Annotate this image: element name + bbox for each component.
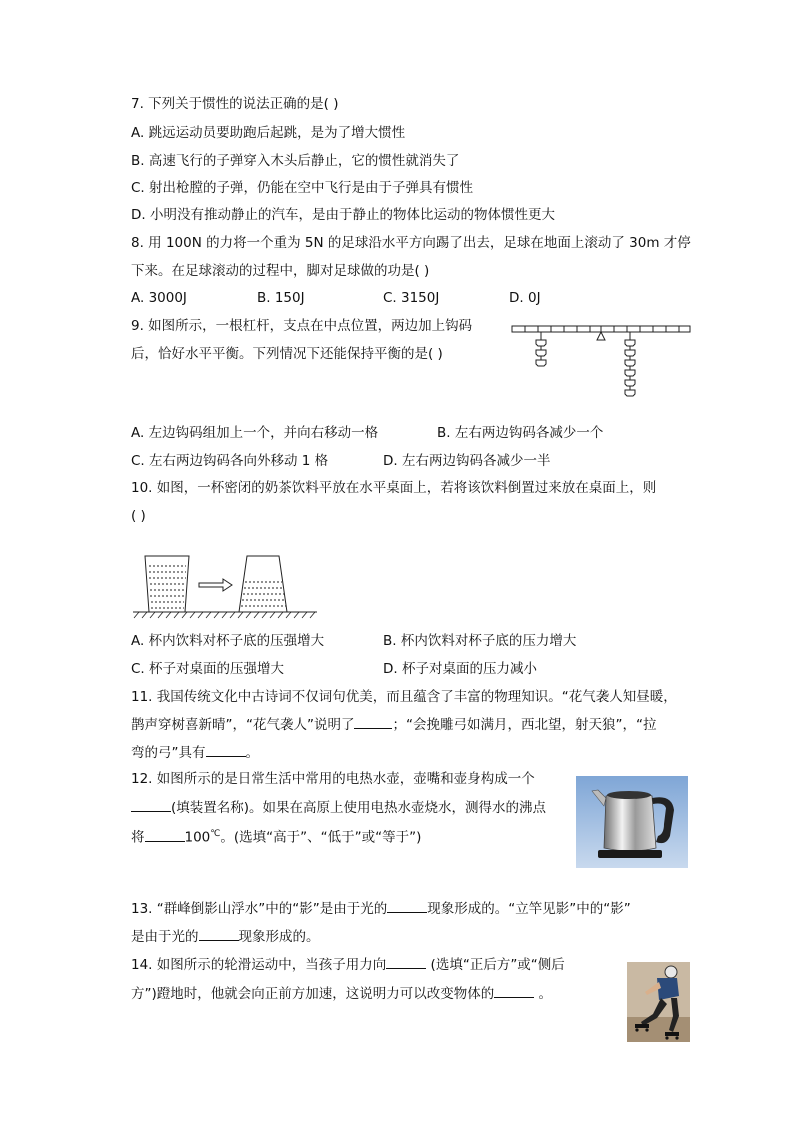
- q11-blank-2[interactable]: [206, 743, 246, 757]
- helmet-icon: [665, 966, 677, 978]
- q12-line2-text: (填装置名称)。如果在高原上使用电热水壶烧水，测得水的沸点: [171, 800, 547, 816]
- q11-line3-text-b: 。: [245, 745, 259, 761]
- q9-stem-line2: 后，恰好水平平衡。下列情况下还能保持平衡的是( ): [131, 346, 443, 362]
- q13-line2-text-a: 是由于光的: [131, 929, 199, 945]
- q14-line2-text-a: 方”)蹬地时，他就会向正前方加速，这说明力可以改变物体的: [131, 986, 495, 1002]
- left-weights: [536, 332, 546, 366]
- q13-blank-2[interactable]: [199, 927, 239, 941]
- q8-option-b: B. 150J: [257, 290, 305, 306]
- q9-option-a: A. 左边钩码组加上一个，并向右移动一格: [131, 425, 379, 441]
- q14-blank-1[interactable]: [386, 955, 426, 969]
- q12-line3-unit: ℃: [210, 829, 221, 839]
- roller-skater-photo: [627, 962, 690, 1042]
- q9-option-c: C. 左右两边钩码各向外移动 1 格: [131, 453, 329, 469]
- arrow-right-icon: [199, 579, 232, 591]
- fulcrum-icon: [597, 332, 605, 340]
- right-weights: [625, 332, 635, 396]
- q11-line2-text-a: 鹊声穿树喜新晴”，“花气袭人”说明了: [131, 717, 355, 733]
- q8-stem-line1: 8. 用 100N 的力将一个重为 5N 的足球沿水平方向踢了出去，足球在地面上滚动了 30m 才停: [131, 235, 691, 251]
- q11-blank-1[interactable]: [354, 715, 392, 729]
- q13-line1-text-b: 现象形成的。“立竿见影”中的“影”: [427, 901, 631, 917]
- q11-line2-text-b: ；“会挽雕弓如满月，西北望，射天狼”，“拉: [392, 717, 657, 733]
- q8-option-c: C. 3150J: [383, 290, 440, 306]
- q10-option-b: B. 杯内饮料对杯子底的压力增大: [383, 633, 577, 649]
- q13-blank-1[interactable]: [387, 899, 427, 913]
- q9-option-b: B. 左右两边钩码各减少一个: [437, 425, 604, 441]
- q10-option-a: A. 杯内饮料对杯子底的压强增大: [131, 633, 325, 649]
- q14-line1-text-b: (选填“正后方”或“侧后: [426, 957, 565, 973]
- q13-line2: [131, 927, 320, 946]
- q9-option-d: D. 左右两边钩码各减少一半: [383, 453, 551, 469]
- q8-stem-line2: 下来。在足球滚动的过程中，脚对足球做的功是( ): [131, 263, 430, 279]
- cup-figure: [131, 548, 321, 620]
- q14-line1-text-a: 14. 如图所示的轮滑运动中，当孩子用力向: [131, 957, 387, 973]
- q12-line2: [131, 798, 546, 817]
- q12-line3-text-a: 将: [131, 829, 145, 846]
- q12-blank-2[interactable]: [145, 828, 185, 842]
- q13-line2-text-b: 现象形成的。: [238, 929, 320, 945]
- q10-stem-line1: 10. 如图，一杯密闭的奶茶饮料平放在水平桌面上，若将该饮料倒置过来放在桌面上，则: [131, 480, 657, 496]
- kettle-base: [598, 850, 662, 858]
- q14-line2: [131, 984, 552, 1003]
- q9-stem-line1: 9. 如图所示，一根杠杆，支点在中点位置，两边加上钩码: [131, 318, 473, 334]
- q10-option-c: C. 杯子对桌面的压强增大: [131, 661, 285, 677]
- q10-stem-line2: ( ): [131, 508, 146, 524]
- q12-blank-1[interactable]: [131, 798, 171, 812]
- q14-line1: [131, 955, 565, 974]
- q12-line3-number: 100: [184, 829, 211, 846]
- q12-line3: [131, 825, 421, 847]
- q7-option-a: A. 跳远运动员要助跑后起跳，是为了增大惯性: [131, 125, 406, 141]
- q11-line1: 11. 我国传统文化中古诗词不仅词句优美，而且蕴含了丰富的物理知识。“花气袭人知昼暖，: [131, 689, 677, 705]
- q11-line3-text-a: 弯的弓”具有: [131, 745, 206, 761]
- q11-line2: [131, 715, 656, 734]
- kettle-body: [604, 792, 656, 851]
- q14-blank-2[interactable]: [494, 984, 534, 998]
- q7-option-c: C. 射出枪膛的子弹，仍能在空中飞行是由于子弹具有惯性: [131, 180, 474, 196]
- q8-option-a: A. 3000J: [131, 290, 187, 306]
- q13-line1: [131, 899, 631, 918]
- q7-option-b: B. 高速飞行的子弹穿入木头后静止，它的惯性就消失了: [131, 153, 460, 169]
- lever-figure: [508, 320, 694, 402]
- q8-option-d: D. 0J: [509, 290, 541, 306]
- q12-line1: 12. 如图所示的是日常生活中常用的电热水壶，壶嘴和壶身构成一个: [131, 771, 535, 787]
- q7-option-d: D. 小明没有推动静止的汽车，是由于静止的物体比运动的物体惯性更大: [131, 207, 555, 223]
- q13-line1-text-a: 13. “群峰倒影山浮水”中的“影”是由于光的: [131, 901, 388, 917]
- q14-line2-text-b: 。: [534, 986, 553, 1002]
- q12-line3-text-d: 。(选填“高于”、“低于”或“等于”): [220, 829, 422, 846]
- q10-option-d: D. 杯子对桌面的压力减小: [383, 661, 537, 677]
- electric-kettle-photo: [576, 776, 688, 868]
- q7-stem: 7. 下列关于惯性的说法正确的是( ): [131, 96, 339, 112]
- cup-inverted: [239, 556, 287, 612]
- q11-line3: [131, 743, 259, 762]
